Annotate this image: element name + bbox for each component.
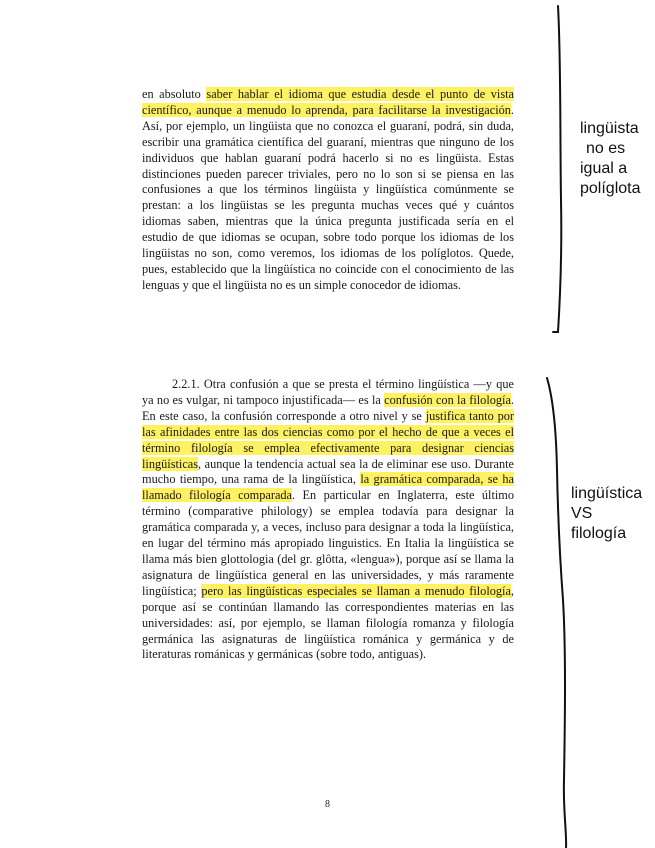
note-line: políglota <box>580 180 641 197</box>
body-text: 2.2.1. Otra confusión a que se presta el término lingüística —y que ya no es vulgar, ni tampoco injustificada— es la <box>142 377 514 407</box>
body-text: , aunque la tendencia actual sea la de eliminar ese uso. Durante mucho tiempo, una rama de la lingüística, <box>142 456 514 487</box>
bracket-top <box>553 6 561 332</box>
note-line: VS <box>571 505 593 522</box>
highlighted-text: pero las lingüísticas especiales se llaman a menudo filología <box>201 583 511 598</box>
body-text: . En particular en Inglaterra, este último término (comparative philology) se emplea todavía para designar la gramática comparada y, a veces, incluso para designar a toda la lingüística, en lugar del término más apropiado linguistics. En Italia la lingüística se llama más bien glottologia (del gr. glôtta, «lengua»), porque así se llama la asignatura de lingüística general en las universidades, y más raramente lingüística; <box>142 488 514 598</box>
body-text: . En este caso, la confusión corresponde a otro nivel y se <box>142 392 514 423</box>
bracket-bottom <box>547 378 566 848</box>
body-text: , porque así se continúan llamando las correspondientes materias en las universidades: así, por ejemplo, se llaman filología romanza y filología germánica las asignaturas de lingüística románica y germánica y de literaturas románicas y germánicas (sobre todo, antiguas). <box>142 583 514 662</box>
body-text: . Así, por ejemplo, un lingüista que no conozca el guaraní, podrá, sin duda, escribir una gramática científica del guaraní, mientras que ninguno de los individuos que hablan guaraní podrá hacerlo si no es lingüista. Estas distinciones pueden parecer triviales, pero no lo son si se piensa en las confusiones a que los términos lingüista y lingüística comúnmente se prestan: a los lingüistas se les pregunta muchas veces qué y cuántos idiomas saben, mientras que la única pregunta justificada sería en el estudio de que idiomas se ocupan, sobre todo porque los idiomas de los lingüistas no son, como veremos, los idiomas de los políglotos. Quede, pues, establecido que la lingüística no coincide con el conocimiento de las lenguas y que el lingüista no es un simple conocedor de idiomas. <box>142 102 514 292</box>
note-line: lingüística <box>571 485 643 502</box>
highlighted-text: saber hablar el idioma que estudia desde el punto de vista científico, aunque a menudo lo aprenda, para facilitarse la investigación <box>142 87 514 117</box>
highlighted-text: confusión con la filología <box>384 392 511 407</box>
page-number: 8 <box>325 799 330 810</box>
note-line: no es <box>586 140 626 157</box>
body-text: en absoluto <box>142 87 207 101</box>
highlighted-text: justifica tanto por las afinidades entre las dos ciencias como por el hecho de que a veces el término filología se emplea efectivamente para designar ciencias lingüísticas <box>142 408 514 471</box>
note-line: igual a <box>580 160 628 177</box>
note-line: lingüista <box>580 120 639 137</box>
note-line: filología <box>571 525 627 542</box>
highlighted-text: la gramática comparada, se ha llamado filología comparada <box>142 472 514 503</box>
